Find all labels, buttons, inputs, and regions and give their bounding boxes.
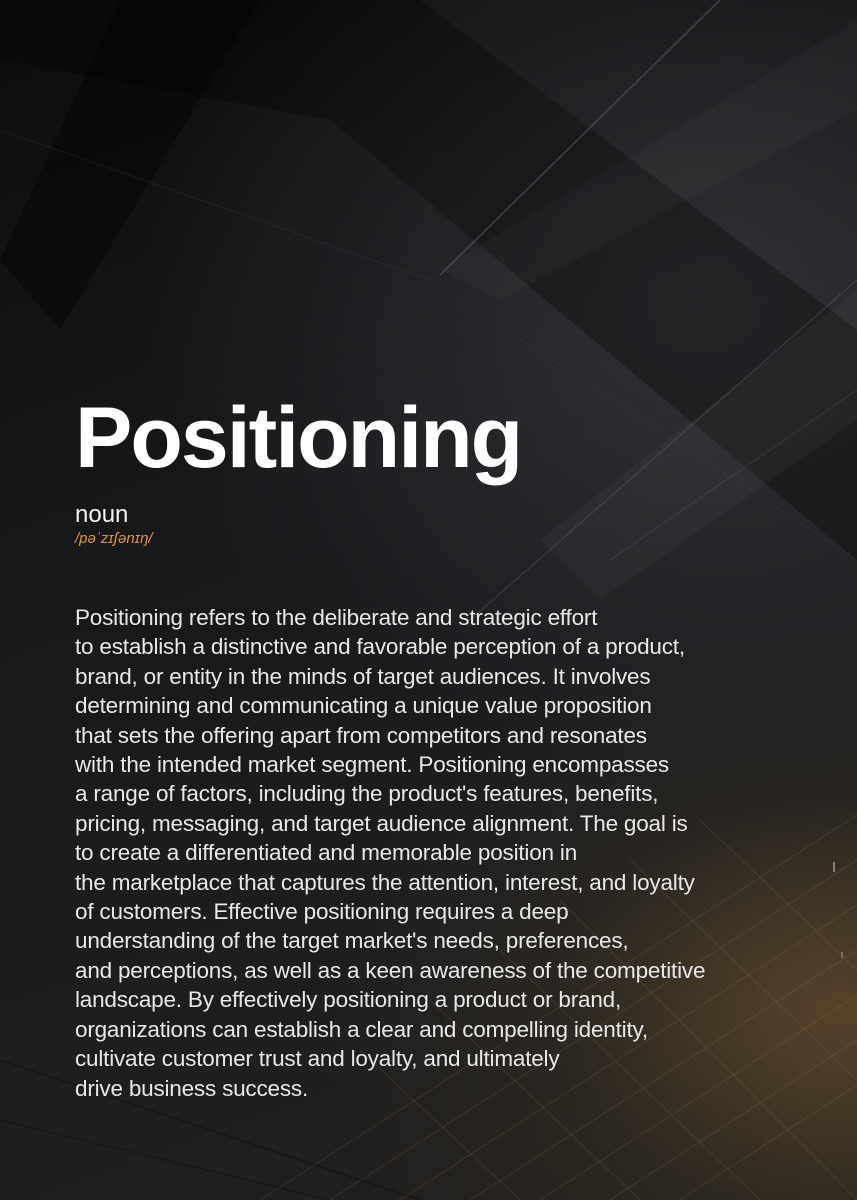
definition-line: a range of factors, including the product's features, benefits, [75, 781, 659, 807]
definition-line: of customers. Effective positioning requires a deep [75, 899, 569, 925]
definition-line: Positioning refers to the deliberate and strategic effort [75, 605, 598, 630]
definition-line: pricing, messaging, and target audience alignment. The goal is [75, 810, 688, 836]
definition-line: cultivate customer trust and loyalty, and ultimately [75, 1046, 560, 1072]
definition-line: understanding of the target market's needs, preferences, [75, 928, 629, 954]
definition-line: with the intended market segment. Positioning encompasses [75, 752, 669, 778]
definition-line: and perceptions, as well as a keen awareness of the competitive [75, 957, 706, 983]
pronunciation: /pəˈzɪʃənɪŋ/ [75, 530, 153, 547]
definition-card [75, 388, 815, 1103]
definition-line: determining and communicating a unique value proposition [75, 693, 652, 719]
definition-line: brand, or entity in the minds of target audiences. It involves [75, 663, 651, 689]
definition-line: landscape. By effectively positioning a product or brand, [75, 987, 622, 1013]
definition-line: the marketplace that captures the attention, interest, and loyalty [75, 869, 695, 895]
definition-line: to establish a distinctive and favorable perception of a product, [75, 634, 685, 660]
headword-title: Positioning [75, 390, 522, 486]
definition-line: organizations can establish a clear and compelling identity, [75, 1016, 648, 1042]
definition-text [75, 603, 815, 1103]
definition-line: to create a differentiated and memorable position in [75, 840, 578, 866]
part-of-speech: noun [75, 501, 129, 528]
definition-line: drive business success. [75, 1075, 309, 1101]
definition-line: that sets the offering apart from competitors and resonates [75, 722, 647, 748]
